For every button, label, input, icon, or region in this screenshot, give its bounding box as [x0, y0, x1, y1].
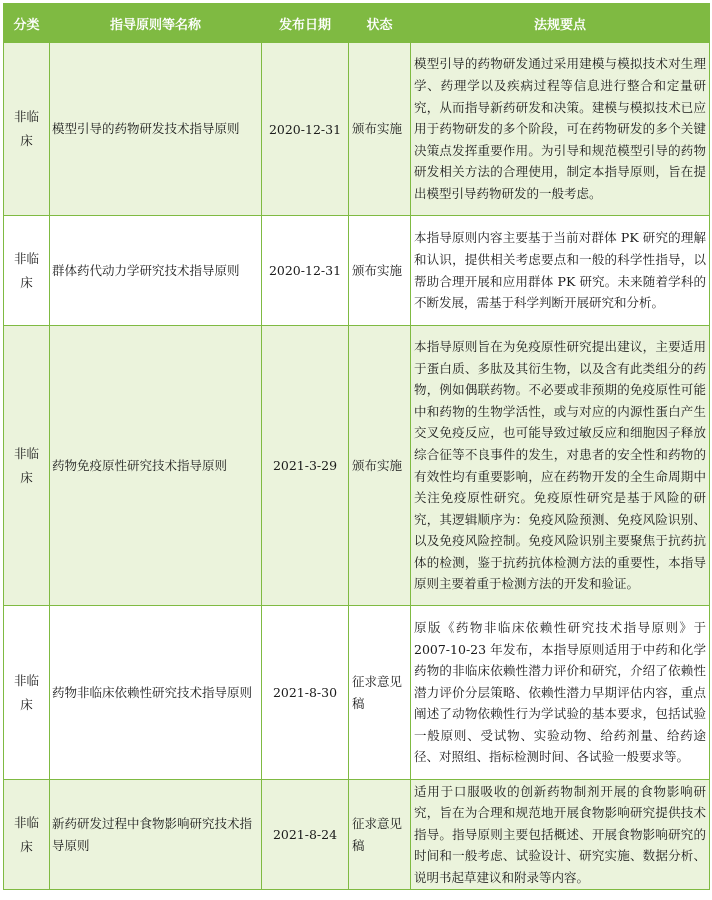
table-row [4, 606, 710, 780]
table-row [4, 43, 710, 216]
row-status: 征求意见稿 [349, 606, 411, 780]
row-date: 2021-8-24 [262, 780, 349, 890]
table-row [4, 780, 710, 890]
row-name: 模型引导的药物研发技术指导原则 [50, 43, 262, 216]
row-date: 2021-8-30 [262, 606, 349, 780]
header-category: 分类 [4, 4, 50, 43]
row-status: 颁布实施 [349, 43, 411, 216]
header-summary: 法规要点 [411, 4, 710, 43]
row-summary: 适用于口服吸收的创新药物制剂开展的食物影响研究，旨在为合理和规范地开展食物影响研究提供技术指导。指导原则主要包括概述、开展食物影响研究的时间和一般考虑、试验设计、研究实施、数据分析、说明书起草建议和附录等内容。 [411, 780, 710, 890]
row-name: 新药研发过程中食物影响研究技术指导原则 [50, 780, 262, 890]
table-row [4, 216, 710, 326]
row-status: 征求意见稿 [349, 780, 411, 890]
row-summary: 本指导原则旨在为免疫原性研究提出建议，主要适用于蛋白质、多肽及其衍生物，以及含有此类组分的药物，例如偶联药物。不必要或非预期的免疫原性可能中和药物的生物学活性，或与对应的内源性蛋白产生交叉免疫反应，也可能导致过敏反应和细胞因子释放综合征等不良事件的发生，对患者的安全性和药物的有效性均有重要影响，应在药物开发的全生命周期中关注免疫原性研究。免疫原性研究是基于风险的研究，其逻辑顺序为：免疫风险预测、免疫风险识别、以及免疫风险控制。免疫风险识别主要聚焦于抗药抗体的检测，鉴于抗药抗体检测方法的重要性，本指导原则主要着重于检测方法的开发和验证。 [411, 326, 710, 606]
row-name: 药物非临床依赖性研究技术指导原则 [50, 606, 262, 780]
header-date: 发布日期 [262, 4, 349, 43]
row-status: 颁布实施 [349, 216, 411, 326]
row-date: 2020-12-31 [262, 216, 349, 326]
row-category: 非临床 [4, 43, 50, 216]
row-category: 非临床 [4, 606, 50, 780]
header-row [4, 4, 710, 43]
regulation-table [3, 3, 710, 890]
row-date: 2020-12-31 [262, 43, 349, 216]
row-summary: 本指导原则内容主要基于当前对群体 PK 研究的理解和认识，提供相关考虑要点和一般的科学性指导，以帮助合理开展和应用群体 PK 研究。未来随着学科的不断发展，需基于科学判断开展研究和分析。 [411, 216, 710, 326]
row-summary: 原版《药物非临床依赖性研究技术指导原则》于2007-10-23 年发布，本指导原则适用于中药和化学药物的非临床依赖性潜力评价和研究，介绍了依赖性潜力评价分层策略、依赖性潜力早期评估内容，重点阐述了动物依赖性行为学试验的基本要求，包括试验一般原则、受试物、实验动物、给药剂量、给药途径、对照组、指标检测时间、各试验一般要求等。 [411, 606, 710, 780]
row-name: 群体药代动力学研究技术指导原则 [50, 216, 262, 326]
row-status: 颁布实施 [349, 326, 411, 606]
row-category: 非临床 [4, 326, 50, 606]
row-summary: 模型引导的药物研发通过采用建模与模拟技术对生理学、药理学以及疾病过程等信息进行整合和定量研究，从而指导新药研发和决策。建模与模拟技术已应用于药物研发的多个阶段，可在药物研发的多个关键决策点发挥重要作用。为引导和规范模型引导的药物研发相关方法的合理使用，制定本指导原则，旨在提出模型引导药物研发的一般考虑。 [411, 43, 710, 216]
row-date: 2021-3-29 [262, 326, 349, 606]
row-name: 药物免疫原性研究技术指导原则 [50, 326, 262, 606]
header-name: 指导原则等名称 [50, 4, 262, 43]
table-row [4, 326, 710, 606]
header-status: 状态 [349, 4, 411, 43]
row-category: 非临床 [4, 780, 50, 890]
row-category: 非临床 [4, 216, 50, 326]
